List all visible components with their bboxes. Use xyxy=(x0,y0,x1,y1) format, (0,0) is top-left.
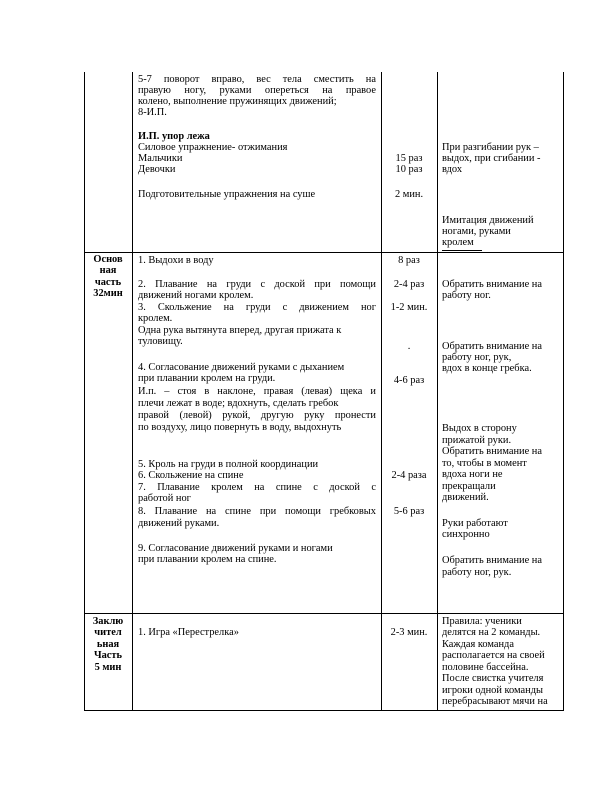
section-main-line-1: Основ xyxy=(93,254,123,265)
main-ex-11: плечи лежат в воде; вдохнуть, сделать гребок xyxy=(138,398,339,409)
main-ex-10: И.п. – стоя в наклоне, правая (левая) щека и xyxy=(138,386,376,397)
row-divider-main xyxy=(84,252,564,253)
main-note-12: движений. xyxy=(442,492,489,503)
main-ex-15: 6. Скольжение на спине xyxy=(138,470,244,481)
top-note-3: вдох xyxy=(442,164,463,175)
top-dose-3: 2 мин. xyxy=(394,189,424,200)
main-note-10: вдоха ноги не xyxy=(442,469,503,480)
final-note-4: располагается на своей xyxy=(442,650,545,661)
table-border-bottom xyxy=(84,710,564,711)
main-ex-14: 5. Кроль на груди в полной координации xyxy=(138,459,319,470)
top-sub-4: Подготовительные упражнения на суше xyxy=(138,189,316,200)
main-note-9: то, чтобы в момент xyxy=(442,458,527,469)
final-note-6: После свистка учителя xyxy=(442,673,544,684)
section-final-label xyxy=(84,616,132,673)
main-ex-1: 1. Выдохи в воду xyxy=(138,255,214,266)
table-border-right xyxy=(563,72,564,710)
top-line-1: 5-7 поворот вправо, вес тела сместить на xyxy=(138,74,376,85)
section-main-label xyxy=(84,254,132,300)
main-dose-5: 4-6 раз xyxy=(393,375,425,386)
main-ex-12: правой (левой) рукой, другую руку пронести xyxy=(138,410,376,421)
main-ex-5: кролем. xyxy=(138,313,173,324)
main-dose-3: 1-2 мин. xyxy=(390,302,428,313)
section-final-line-5: 5 мин xyxy=(94,661,122,673)
top-sub-3: Девочки xyxy=(138,164,176,175)
section-final-line-3: ьная xyxy=(96,638,120,650)
top-heading: И.П. упор лежа xyxy=(138,131,210,142)
main-note-13: Руки работают xyxy=(442,518,508,529)
main-note-11: прекращали xyxy=(442,481,496,492)
top-line-2: правую ногу, руками опереться на правое xyxy=(138,85,376,96)
top-note-4: Имитация движений xyxy=(442,215,534,226)
main-ex-16: 7. Плавание кролем на спине с доской с xyxy=(138,482,376,493)
main-ex-8: 4. Согласование движений руками с дыханием xyxy=(138,362,345,373)
main-ex-21: при плавании кролем на спине. xyxy=(138,554,277,565)
main-note-4: работу ног, рук, xyxy=(442,352,512,363)
main-ex-13: по воздуху, лицо повернуть в воду, выдохнуть xyxy=(138,422,342,433)
section-main-line-4: 32мин xyxy=(93,288,123,300)
final-note-2: делятся на 2 команды. xyxy=(442,627,541,638)
main-dose-7: 5-6 раз xyxy=(393,506,425,517)
final-dose-1: 2-3 мин. xyxy=(390,627,428,638)
top-sub-2: Мальчики xyxy=(138,153,183,164)
section-final-line-4: Часть xyxy=(93,650,123,662)
main-ex-18: 8. Плавание на спине при помощи гребковых xyxy=(138,506,376,517)
main-note-7: прижатой руки. xyxy=(442,435,512,446)
top-note-underline xyxy=(442,250,482,251)
top-note-6: кролем xyxy=(442,237,474,248)
main-ex-7: туловищу. xyxy=(138,336,183,347)
final-note-1: Правила: ученики xyxy=(442,616,522,627)
main-note-14: синхронно xyxy=(442,529,490,540)
main-ex-3: движений ногами кролем. xyxy=(138,290,254,301)
main-dose-1: 8 раз xyxy=(398,255,420,266)
final-note-5: половине бассейна. xyxy=(442,662,529,673)
top-note-1: При разгибании рук – xyxy=(442,142,539,153)
main-note-3: Обратить внимание на xyxy=(442,341,542,352)
table-border-col3 xyxy=(437,72,438,710)
section-main-line-2: ная xyxy=(99,265,117,277)
main-ex-6: Одна рука вытянута вперед, другая прижата к xyxy=(138,325,342,336)
section-final-line-2: чител xyxy=(94,627,122,639)
main-ex-4: 3. Скольжение на груди с движением ног xyxy=(138,302,376,313)
section-main-line-3: часть xyxy=(94,276,122,288)
final-note-7: игроки одной команды xyxy=(442,685,543,696)
final-note-3: Каждая команда xyxy=(442,639,514,650)
main-dose-4: . xyxy=(407,341,411,352)
main-dose-6: 2-4 раза xyxy=(391,470,427,481)
final-note-8: перебрасывают мячи на xyxy=(442,696,548,707)
top-line-3: колено, выполнение пружинящих движений; xyxy=(138,96,337,107)
main-note-16: работу ног, рук. xyxy=(442,567,512,578)
main-note-5: вдох в конце гребка. xyxy=(442,363,532,374)
main-ex-17: работой ног xyxy=(138,493,191,504)
main-note-15: Обратить внимание на xyxy=(442,555,542,566)
main-ex-19: движений руками. xyxy=(138,518,220,529)
top-sub-1: Силовое упражнение- отжимания xyxy=(138,142,288,153)
main-note-1: Обратить внимание на xyxy=(442,279,542,290)
main-ex-9: при плавании кролем на груди. xyxy=(138,373,276,384)
main-dose-2: 2-4 раз xyxy=(393,279,425,290)
main-note-8: Обратить внимание на xyxy=(442,446,542,457)
main-ex-2: 2. Плавание на груди с доской при помощи xyxy=(138,279,376,290)
top-note-2: выдох, при сгибании - xyxy=(442,153,541,164)
table-border-left xyxy=(84,72,85,710)
top-line-4: 8-И.П. xyxy=(138,107,167,118)
final-ex-1: 1. Игра «Перестрелка» xyxy=(138,627,239,638)
main-note-2: работу ног. xyxy=(442,290,491,301)
top-dose-1: 15 раз xyxy=(395,153,423,164)
top-dose-2: 10 раз xyxy=(395,164,423,175)
main-note-6: Выдох в сторону xyxy=(442,423,517,434)
main-ex-20: 9. Согласование движений руками и ногами xyxy=(138,543,333,554)
row-divider-final xyxy=(84,613,564,614)
top-note-5: ногами, руками xyxy=(442,226,511,237)
section-final-line-1: Заклю xyxy=(92,616,124,627)
table-border-col1 xyxy=(132,72,133,710)
